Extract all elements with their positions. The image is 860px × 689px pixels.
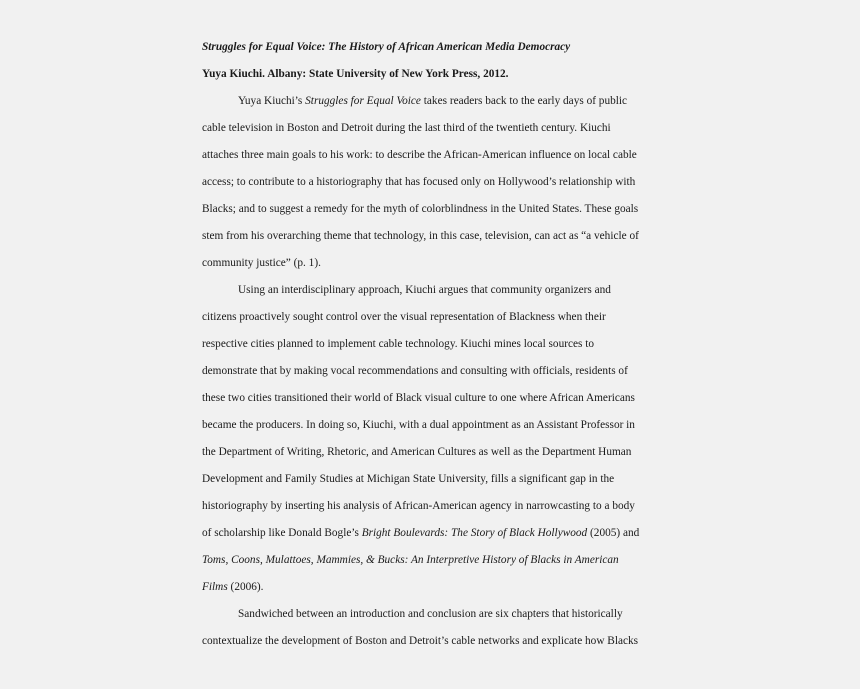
p2-line-3: respective cities planned to implement cable technology. Kiuchi mines local sources to	[202, 338, 595, 350]
p3-line-2: contextualize the development of Boston and Detroit’s cable networks and explicate how Blacks	[202, 635, 639, 647]
book-title-italic: Struggles for Equal Voice	[305, 95, 421, 107]
book-title-italic: Bright Boulevards: The Story of Black Hollywood	[361, 527, 588, 539]
p2-line-6: became the producers. In doing so, Kiuchi, with a dual appointment as an Assistant Professor in	[202, 419, 635, 431]
book-citation: Yuya Kiuchi. Albany: State University of New York Press, 2012.	[202, 68, 509, 80]
text-span: (2005) and	[587, 527, 640, 539]
p2-line-11	[202, 553, 619, 567]
book-title-italic: Films	[202, 581, 228, 593]
p2-line-9: historiography by inserting his analysis of African-American agency in narrowcasting to a body	[202, 500, 635, 512]
p2-line-5: these two cities transitioned their world of Black visual culture to one where African Americans	[202, 392, 635, 404]
text-span: (2006).	[227, 581, 264, 593]
p1-line-7: community justice” (p. 1).	[202, 257, 321, 269]
p2-line-12	[202, 580, 264, 594]
p2-line-10	[202, 526, 639, 540]
p3-line-1: Sandwiched between an introduction and conclusion are six chapters that historically	[238, 608, 623, 620]
text-span: Yuya Kiuchi’s	[238, 95, 306, 107]
book-title-italic: Toms, Coons, Mulattoes, Mammies, & Bucks: An Interpretive History of Blacks in American	[202, 554, 619, 566]
p1-line-1	[238, 94, 627, 108]
p2-line-8: Development and Family Studies at Michigan State University, fills a significant gap in the	[202, 473, 615, 485]
p1-line-2: cable television in Boston and Detroit during the last third of the twentieth century. Kiuchi	[202, 122, 611, 134]
p2-line-1: Using an interdisciplinary approach, Kiuchi argues that community organizers and	[238, 284, 611, 296]
text-span: takes readers back to the early days of public	[420, 95, 628, 107]
p1-line-6: stem from his overarching theme that technology, in this case, television, can act as “a vehicle of	[202, 230, 639, 242]
p1-line-4: access; to contribute to a historiography that has focused only on Hollywood’s relationship with	[202, 176, 636, 188]
p1-line-3: attaches three main goals to his work: to describe the African-American influence on local cable	[202, 149, 637, 161]
p2-line-2: citizens proactively sought control over the visual representation of Blackness when their	[202, 311, 606, 323]
p2-line-7: the Department of Writing, Rhetoric, and American Cultures as well as the Department Human	[202, 446, 632, 458]
p1-line-5: Blacks; and to suggest a remedy for the myth of colorblindness in the United States. These goals	[202, 203, 639, 215]
text-span: of scholarship like Donald Bogle’s	[202, 527, 362, 539]
review-title: Struggles for Equal Voice: The History of African American Media Democracy	[202, 41, 571, 53]
p2-line-4: demonstrate that by making vocal recommendations and consulting with officials, residents of	[202, 365, 628, 377]
